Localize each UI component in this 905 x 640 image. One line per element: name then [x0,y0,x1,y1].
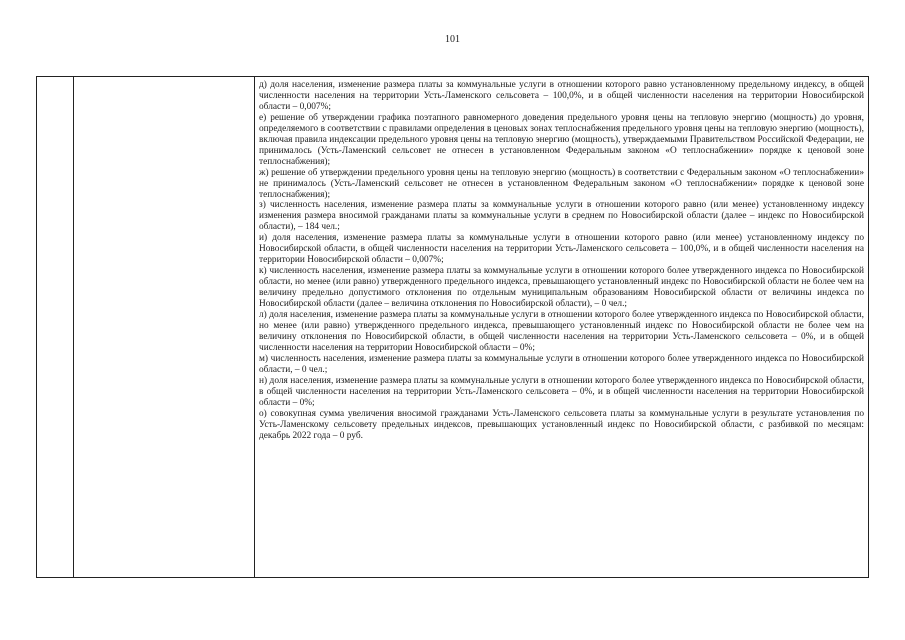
paragraph-zh: ж) решение об утверждении предельного уровня цены на тепловую энергию (мощность) в соответствии с Федеральным законом «О теплоснабжении» не принималось (Усть-Ламенский сельсовет не отнесен в установленном Федеральным законом «О теплоснабжении» порядке к ценовой зоне теплоснабжения); [259,167,864,200]
paragraph-l: л) доля населения, изменение размера платы за коммунальные услуги в отношении которого более утвержденного индекса по Новосибирской области, но менее (или равно) утвержденного предельного индекса, превышающего установленный индекс по Новосибирской области не более чем на величину отклонения по Новосибирской области, в общей численности населения на территории Усть-Ламенского сельсовета – 0%, и в общей численности населения на территории Новосибирской области – 0%; [259,310,864,353]
document-table [36,76,869,578]
paragraph-m: м) численность населения, изменение размера платы за коммунальные услуги в отношении которого более утвержденного индекса по Новосибирской области, – 0 чел.; [259,353,864,375]
table-column-divider [254,77,255,577]
paragraph-k: к) численность населения, изменение размера платы за коммунальные услуги в отношении которого более утвержденного индекса по Новосибирской области, но менее (или равно) утвержденного предельного индекса, превышающего установленный индекс по Новосибирской области не более чем на величину предельно допустимого отклонения по отдельным муниципальным образованиям Новосибирской области от величины индекса по Новосибирской области (далее – величина отклонения по Новосибирской области), – 0 чел.; [259,266,864,310]
table-column-divider [73,77,74,577]
page-number: 101 [445,34,460,45]
paragraph-n: н) доля населения, изменение размера платы за коммунальные услуги в отношении которого более утвержденного индекса по Новосибирской области, в общей численности населения на территории Усть-Ламенского сельсовета – 0%, и в общей численности населения на территории Новосибирской области – 0%; [259,375,864,408]
paragraph-o: о) совокупная сумма увеличения вносимой гражданами Усть-Ламенского сельсовета платы за коммунальные услуги в результате установления по Усть-Ламенскому сельсовету предельных индексов, превышающих установленный индекс по Новосибирской области, с разбивкой по месяцам: декабрь 2022 года – 0 руб. [259,408,864,441]
paragraph-d: д) доля населения, изменение размера платы за коммунальные услуги в отношении которого равно установленному предельному индексу, в общей численности населения на территории Усть-Ламенского сельсовета – 100,0%, и в общей численности населения на территории Новосибирской области – 0,007%; [259,80,864,112]
paragraph-z: з) численность населения, изменение размера платы за коммунальные услуги в отношении которого равно (или менее) установленному индексу изменения размера вносимой гражданами платы за коммунальные услуги в среднем по Новосибирской области (далее – индекс по Новосибирской области), – 184 чел.; [259,200,864,233]
paragraph-i: и) доля населения, изменение размера платы за коммунальные услуги в отношении которого равно (или менее) установленному индексу по Новосибирской области, в общей численности населения на территории Усть-Ламенского сельсовета – 100,0%, и в общей численности населения на территории Новосибирской области – 0,007%; [259,233,864,266]
table-cell-text [259,80,864,441]
paragraph-e: е) решение об утверждении графика поэтапного равномерного доведения предельного уровня цены на тепловую энергию (мощность) до уровня, определяемого в соответствии с правилами определения в ценовых зонах теплоснабжения предельного уровня цены на тепловую энергию (мощность), включая правила индексации предельного уровня цены на тепловую энергию (мощность), утверждаемыми Правительством Российской Федерации, не принималось (Усть-Ламенский сельсовет не отнесен в установленном Федеральным законом «О теплоснабжении» порядке к ценовой зоне теплоснабжения); [259,112,864,167]
